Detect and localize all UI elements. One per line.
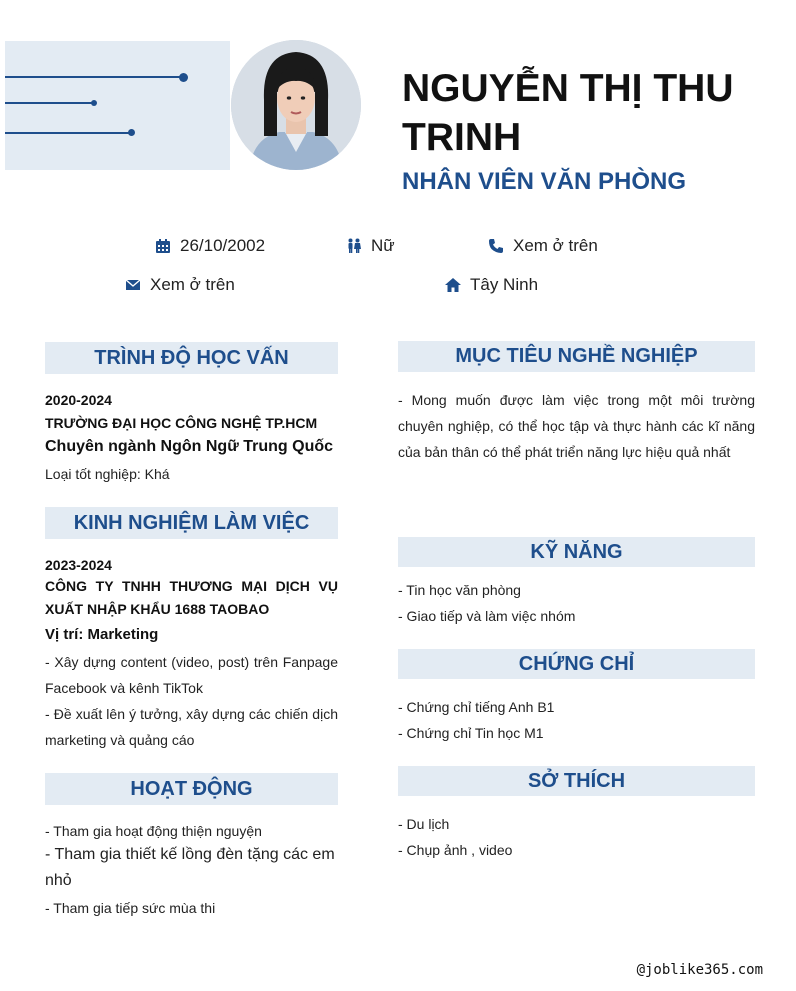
gender-icon — [346, 238, 362, 254]
info-email — [125, 275, 235, 295]
gender-value: Nữ — [371, 236, 395, 255]
home-icon — [445, 277, 461, 293]
phone-value: Xem ở trên — [513, 236, 598, 255]
experience-years: 2023-2024 — [45, 557, 112, 573]
full-name: NGUYỄN THỊ THU TRINH — [402, 67, 734, 159]
dob-value: 26/10/2002 — [180, 236, 266, 255]
activity-item: - Tham gia hoạt động thiện nguyện — [45, 823, 262, 839]
header-band — [5, 41, 230, 170]
hobby-item: - Du lịch — [398, 816, 450, 832]
address-value: Tây Ninh — [470, 275, 539, 294]
decor-line — [5, 132, 132, 134]
education-school: TRƯỜNG ĐẠI HỌC CÔNG NGHỆ TP.HCM — [45, 415, 318, 431]
info-gender — [346, 236, 395, 256]
section-skills-title: KỸ NĂNG — [398, 537, 755, 567]
avatar — [231, 40, 361, 170]
info-dob — [155, 236, 265, 256]
section-objective-title: MỤC TIÊU NGHỀ NGHIỆP — [398, 341, 755, 372]
certificate-item: - Chứng chỉ Tin học M1 — [398, 725, 544, 741]
hobby-item: - Chụp ảnh , video — [398, 842, 513, 858]
section-education-title: TRÌNH ĐỘ HỌC VẤN — [45, 342, 338, 374]
info-phone — [488, 236, 598, 256]
footer-watermark: @joblike365.com — [636, 962, 763, 978]
activity-item: - Tham gia tiếp sức mùa thi — [45, 900, 216, 916]
skill-item: - Tin học văn phòng — [398, 582, 521, 598]
decor-line — [5, 76, 183, 78]
section-activities-title: HOẠT ĐỘNG — [45, 773, 338, 805]
certificate-item: - Chứng chỉ tiếng Anh B1 — [398, 699, 555, 715]
section-certificates-title: CHỨNG CHỈ — [398, 649, 755, 679]
job-title: NHÂN VIÊN VĂN PHÒNG — [402, 168, 687, 195]
section-experience-title: KINH NGHIỆM LÀM VIỆC — [45, 507, 338, 539]
portrait-illustration — [231, 40, 361, 170]
section-hobbies-title: SỞ THÍCH — [398, 766, 755, 796]
decor-dot — [128, 129, 135, 136]
activity-item: - Tham gia thiết kế lồng đèn tặng các em nhỏ — [45, 846, 335, 889]
decor-line — [5, 102, 95, 104]
objective-text: - Mong muốn được làm việc trong một môi trường chuyên nghiệp, có thể học tập và thực hành các kĩ năng của bản thân có thể phát triển năng lực hiệu quả nhất — [398, 392, 755, 460]
education-years: 2020-2024 — [45, 392, 112, 408]
skill-item: - Giao tiếp và làm việc nhóm — [398, 608, 576, 624]
phone-icon — [488, 238, 504, 254]
education-major: Chuyên ngành Ngôn Ngữ Trung Quốc — [45, 438, 334, 455]
experience-duty: - Xây dựng content (video, post) trên Fanpage Facebook và kênh TikTok — [45, 654, 338, 696]
email-icon — [125, 277, 141, 293]
experience-duty: - Đề xuất lên ý tưởng, xây dựng các chiến dịch marketing và quảng cáo — [45, 706, 338, 748]
email-value: Xem ở trên — [150, 275, 235, 294]
decor-dot — [179, 73, 188, 82]
education-grade: Loại tốt nghiệp: Khá — [45, 466, 170, 482]
experience-company: CÔNG TY TNHH THƯƠNG MẠI DỊCH VỤ XUẤT NHẬP KHẨU 1688 TAOBAO — [45, 578, 338, 617]
decor-dot — [91, 100, 97, 106]
calendar-icon — [155, 238, 171, 254]
info-address — [445, 275, 538, 295]
experience-position: Vị trí: Marketing — [45, 626, 159, 643]
